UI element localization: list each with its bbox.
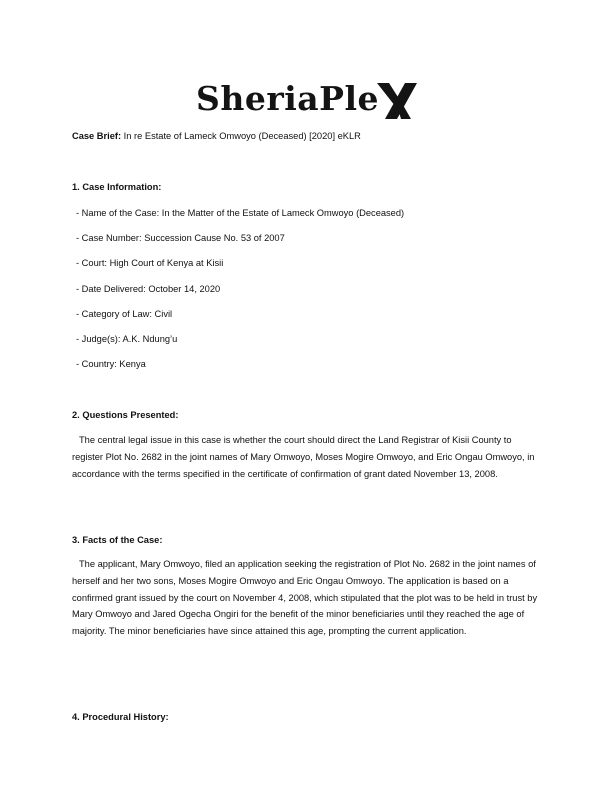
case-info-item: - Judge(s): A.K. Ndung’u bbox=[76, 334, 178, 344]
x-mark-icon bbox=[377, 83, 417, 119]
questions-presented-heading: 2. Questions Presented: bbox=[72, 410, 179, 420]
procedural-history-heading: 4. Procedural History: bbox=[72, 712, 169, 722]
case-brief-title: In re Estate of Lameck Omwoyo (Deceased) [2020] eKLR bbox=[121, 131, 361, 141]
case-info-item: - Country: Kenya bbox=[76, 359, 146, 369]
case-info-item: - Date Delivered: October 14, 2020 bbox=[76, 284, 221, 294]
sheriaplex-logo bbox=[196, 76, 417, 120]
facts-paragraph: The applicant, Mary Omwoyo, filed an application seeking the registration of Plot No. 2682 in the joint names of herself and her two sons, Moses Mogire Omwoyo and Eric Ongau Omwoyo. The application is based on a confirmed grant issued by the court on November 4, 2008, which stipulated that the plot was to be held in trust by Mary Omwoyo and Jared Ogecha Ongiri for the benefit of the minor beneficiaries until they reached the age of majority. The minor beneficiaries have since attained this age, prompting the current application. bbox=[72, 559, 538, 637]
case-info-item: - Category of Law: Civil bbox=[76, 309, 173, 319]
case-info-item: - Name of the Case: In the Matter of the Estate of Lameck Omwoyo (Deceased) bbox=[76, 208, 405, 218]
logo-wordmark: SheriaPle bbox=[196, 78, 379, 118]
questions-presented-paragraph: The central legal issue in this case is whether the court should direct the Land Registrar of Kisii County to register Plot No. 2682 in the joint names of Mary Omwoyo, Moses Mogire Omwoyo, and Eric Ongau Omwoyo, in accordance with the terms specified in the certificate of confirmation of grant dated November 13, 2008. bbox=[72, 435, 535, 479]
case-brief-label: Case Brief: bbox=[72, 131, 122, 141]
case-brief-line bbox=[72, 131, 361, 141]
case-info-item: - Court: High Court of Kenya at Kisii bbox=[76, 258, 224, 268]
case-info-item: - Case Number: Succession Cause No. 53 of 2007 bbox=[76, 233, 285, 243]
case-information-heading: 1. Case Information: bbox=[72, 182, 162, 192]
facts-heading: 3. Facts of the Case: bbox=[72, 535, 163, 545]
